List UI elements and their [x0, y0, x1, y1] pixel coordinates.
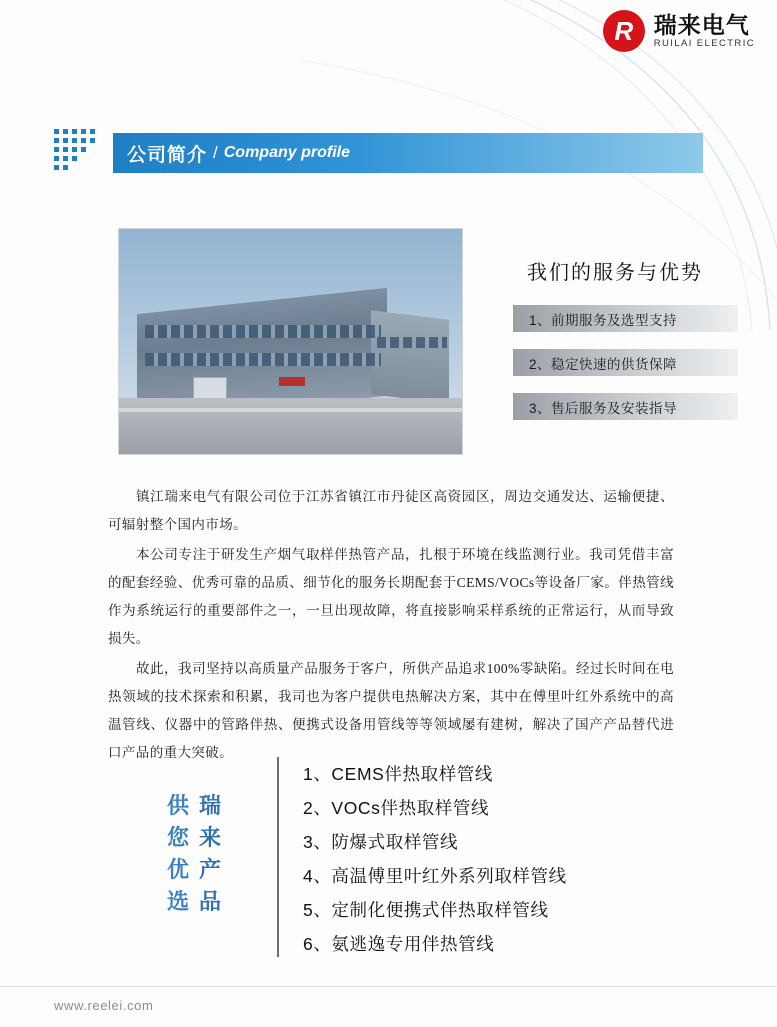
photo-building-right: [371, 310, 449, 404]
list-item: 4、高温傅里叶红外系列取样管线: [303, 865, 567, 886]
service-item-1: 1、前期服务及选型支持: [513, 305, 738, 332]
footer-divider: [0, 986, 777, 987]
section-title-separator: /: [213, 143, 218, 162]
slogan-column-left: [167, 790, 191, 918]
paragraph-2: 本公司专注于研发生产烟气取样伴热管产品，扎根于环境在线监测行业。我司凭借丰富的配套经验、优秀可靠的品质、细节化的服务长期配套于CEMS/VOCs等设备厂家。伴热管线作为系统运行的重要部件之一，一旦出现故障，将直接影响采样系统的正常运行，从而导致损失。: [108, 547, 674, 646]
product-list: [303, 756, 723, 960]
slogan-char: 您: [167, 824, 192, 850]
list-item: 6、氨逃逸专用伴热管线: [303, 933, 495, 954]
dot-grid-decoration: [54, 129, 106, 177]
logo-mark-icon: R: [603, 10, 645, 52]
slogan-char: 产: [199, 856, 224, 882]
logo-text: [654, 13, 755, 49]
photo-ground: [119, 398, 462, 454]
brand-logo: [603, 10, 755, 52]
list-item: 5、定制化便携式伴热取样管线: [303, 899, 549, 920]
photo-curb: [119, 408, 462, 412]
section-title-bar: [113, 133, 703, 173]
slogan-char: 优: [167, 856, 192, 882]
slogan-char: 品: [199, 888, 224, 914]
factory-photo: [118, 228, 463, 455]
logo-name-cn: 瑞来电气: [653, 11, 750, 38]
service-item-3: 3、售后服务及安装指导: [513, 393, 738, 420]
paragraph-3: 故此，我司坚持以高质量产品服务于客户，所供产品追求100%零缺陷。经过长时间在电热领域的技术探索和积累，我司也为客户提供电热解决方案，其中在傅里叶红外系统中的高温管线、仪器中的管路伴热、便携式设备用管线等等领域屡有建树，解决了国产产品替代进口产品的重大突破。: [108, 661, 674, 760]
logo-name-en: RUILAI ELECTRIC: [653, 38, 755, 50]
service-item-2: 2、稳定快速的供货保障: [513, 349, 738, 376]
photo-window-row: [377, 337, 447, 348]
section-title-cn: 公司简介: [127, 144, 208, 166]
list-item: 2、VOCs伴热取样管线: [303, 797, 490, 818]
services-heading: 我们的服务与优势: [527, 262, 703, 284]
slogan-block: [167, 790, 251, 918]
list-item: 3、防爆式取样管线: [303, 831, 459, 852]
slogan-column-right: [199, 790, 223, 918]
slogan-char: 供: [167, 793, 192, 818]
company-description: [108, 483, 674, 769]
photo-window-row: [145, 353, 381, 366]
photo-window-row: [145, 325, 381, 338]
paragraph-1: 镇江瑞来电气有限公司位于江苏省镇江市丹徒区高资园区，周边交通发达、运输便捷、可辐射整个国内市场。: [108, 489, 674, 532]
footer-website: www.reelei.com: [54, 998, 154, 1013]
slogan-char: 瑞: [199, 793, 224, 818]
list-item: 1、CEMS伴热取样管线: [303, 763, 493, 784]
section-title-en: Company profile: [223, 144, 350, 161]
photo-sign: [279, 377, 305, 386]
slogan-char: 选: [167, 888, 192, 914]
slogan-char: 来: [199, 824, 224, 850]
vertical-divider: [277, 757, 279, 957]
